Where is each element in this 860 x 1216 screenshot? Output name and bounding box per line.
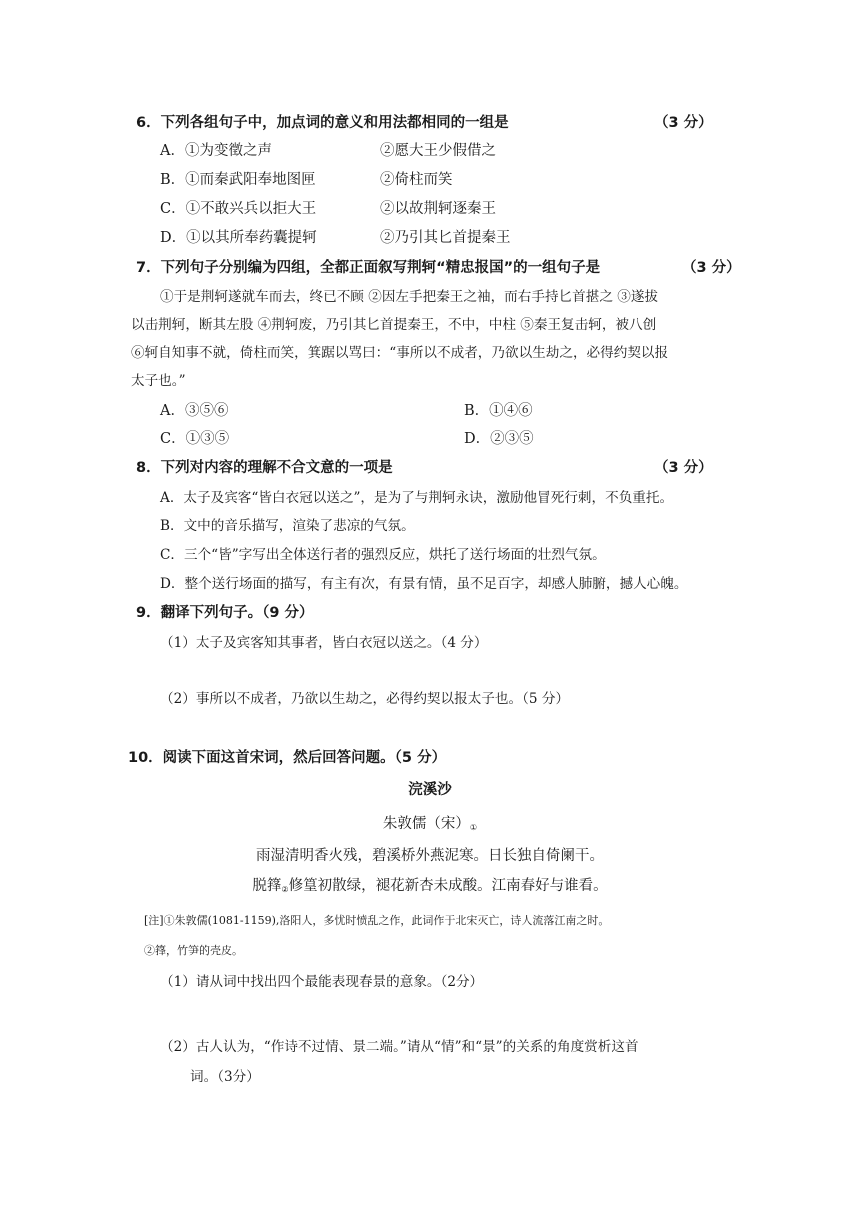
- q9-stem: 9．翻译下列句子。（9 分）: [136, 605, 314, 621]
- poem-author: [0, 815, 860, 837]
- q8-stem: 8．下列对内容的理解不合文意的一项是: [136, 460, 393, 476]
- footnote-1: [注]①朱敦儒(1081-1159),洛阳人，多忧时愤乱之作，此词作于北宋灭亡，诗人流落江南之时。: [144, 914, 610, 927]
- q10-sub-2-line-2: 词。（3分）: [190, 1069, 260, 1085]
- q7-passage-line: ①于是荆轲遂就车而去，终已不顾 ②因左手把秦王之袖，而右手持匕首揕之 ③遂拔: [160, 289, 659, 305]
- footnote-2: ②箨，竹笋的壳皮。: [144, 944, 243, 957]
- poem-title: 浣溪沙: [408, 782, 452, 798]
- q6-points: （3 分）: [654, 115, 713, 131]
- q7-option-a: A．③⑤⑥: [160, 403, 229, 419]
- q8-points: （3 分）: [654, 460, 713, 476]
- q9-item-2: （2）事所以不成者，乃欲以生劫之，必得约契以报太子也。（5 分）: [160, 691, 570, 707]
- q7-passage-line: 以击荆轲，断其左股 ④荆轲废，乃引其匕首提秦王，不中，中柱 ⑤秦王复击轲，被八创: [131, 317, 657, 333]
- footnote-mark-2: ②: [281, 885, 289, 894]
- q10-sub-2-line-1: （2）古人认为，“作诗不过情、景二端。”请从“情”和“景”的关系的角度赏析这首: [160, 1039, 639, 1055]
- q6-option-a2: ②愿大王少假借之: [380, 143, 496, 159]
- q8-option-b: B．文中的音乐描写，渲染了悲凉的气氛。: [160, 518, 415, 534]
- q6-option-c2: ②以故荆轲逐秦王: [380, 201, 496, 217]
- q7-option-c: C．①③⑤: [160, 431, 230, 447]
- poem-line-2-rest: 修篁初散绿，褪花新杏未成酸。江南春好与谁看。: [288, 878, 608, 894]
- q7-points: （3 分）: [682, 260, 741, 276]
- q7-option-b: B．①④⑥: [464, 403, 533, 419]
- q7-passage-line: 太子也。”: [131, 373, 186, 389]
- q8-option-c: C．三个“皆”字写出全体送行者的强烈反应，烘托了送行场面的壮烈气氛。: [160, 547, 606, 563]
- poem-line-1: 雨湿清明香火残，碧溪桥外燕泥寒。日长独自倚阑干。: [256, 848, 604, 864]
- q10-sub-1: （1）请从词中找出四个最能表现春景的意象。（2分）: [160, 974, 484, 990]
- poem-line-2-start: 脱箨: [252, 878, 282, 894]
- q6-option-b1: B．①而秦武阳奉地图匣: [160, 172, 316, 188]
- q7-stem: 7．下列句子分别编为四组，全都正面叙写荆轲“精忠报国”的一组句子是: [136, 260, 601, 276]
- q6-option-b2: ②倚柱而笑: [380, 172, 453, 188]
- q6-stem: 6．下列各组句子中，加点词的意义和用法都相同的一组是: [136, 115, 509, 131]
- footnote-mark-1: ①: [469, 823, 478, 832]
- q6-option-d2: ②乃引其匕首提秦王: [380, 230, 511, 246]
- q7-passage-line: ⑥轲自知事不就，倚柱而笑，箕踞以骂曰：“事所以不成者，乃欲以生劫之，必得约契以报: [131, 345, 669, 361]
- q6-option-a1: A．①为变徵之声: [160, 143, 272, 159]
- q9-item-1: （1）太子及宾客知其事者，皆白衣冠以送之。（4 分）: [160, 635, 488, 651]
- q8-option-a: A．太子及宾客“皆白衣冠以送之”，是为了与荆轲永诀，激励他冒死行刺，不负重托。: [160, 490, 674, 506]
- q8-option-d: D．整个送行场面的描写，有主有次，有景有情，虽不足百字，却感人肺腑，撼人心魄。: [160, 576, 688, 592]
- q6-option-c1: C．①不敢兴兵以拒大王: [160, 201, 317, 217]
- q10-stem: 10．阅读下面这首宋词，然后回答问题。（5 分）: [128, 750, 447, 766]
- poem-author-text: 朱敦儒（宋）: [382, 816, 470, 832]
- poem-line-2: [0, 877, 860, 899]
- q7-option-d: D．②③⑤: [464, 431, 534, 447]
- q6-option-d1: D．①以其所奉药囊提轲: [160, 230, 317, 246]
